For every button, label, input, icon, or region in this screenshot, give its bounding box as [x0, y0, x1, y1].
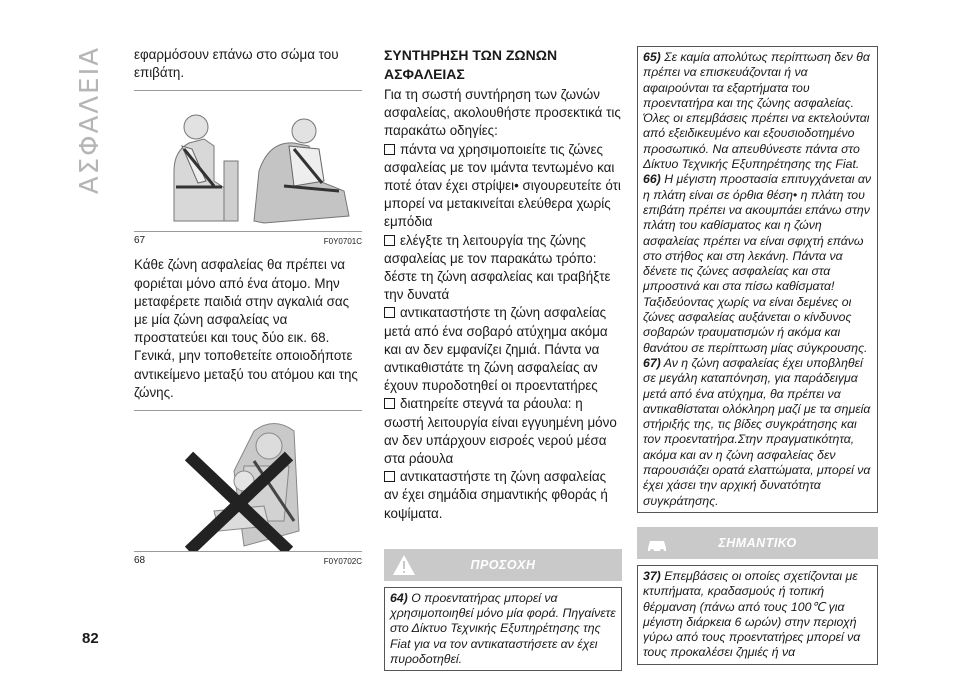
bullet-item: διατηρείτε στεγνά τα ράουλα: η σωστή λειτουργία είναι εγγυημένη μόνο αν δεν υπάρχουν εισροές νερού μέσα στα ράουλα: [384, 396, 617, 467]
figure-68-image: [134, 411, 362, 551]
bullet-icon: [384, 235, 395, 246]
important-label: ΣΗΜΑΝΤΙΚΟ: [718, 535, 797, 550]
note-67: 67) Αν η ζώνη ασφαλείας έχει υποβληθεί σε μεγάλη καταπόνηση, για παράδειγμα μετά από ένα ατύχημα, θα πρέπει να αντικαθίσταται ολόκληρη μαζί με τα σημεία στήριξής της, τις βίδες συγκράτησης και τον προεντατήρα.Στην πραγματικότητα, ακόμα και αν η ζώνη ασφαλείας δεν παρουσιάζει ορατά ελαττώματα, μπορεί να έχει χάσει την αρχική δυνατότητα συγκράτησης.: [643, 355, 871, 508]
note-66: 66) Η μέγιστη προστασία επιτυγχάνεται αν η πλάτη είναι σε όρθια θέση• η πλάτη του επιβάτη πρέπει να ακουμπάει επάνω στην πλάτη του καθίσματος και η ζώνη ασφαλείας πρέπει να είναι σφιχτή επάνω στο στήθος και στη λεκάνη. Πάντα να δένετε τις ζώνες ασφαλείας και στα μπροστινά και στα πίσω καθίσματα! Ταξιδεύοντας χωρίς να είναι δεμένες οι ζώνες ασφαλείας αυξάνεται ο κίνδυνος σοβαρών τραυματισμών ή ακόμα και θανάτου σε περίπτωση μίας σύγκρουσης.: [643, 172, 872, 355]
intro-text: Για τη σωστή συντήρηση των ζωνών ασφαλείας, ακολουθήστε προσεκτικά τις παρακάτω οδηγίες:: [384, 87, 621, 139]
child-on-lap-illustration: [134, 411, 362, 551]
column-1: [134, 46, 362, 566]
figure-67-caption: [134, 235, 362, 246]
bullet-item: ελέγξτε τη λειτουργία της ζώνης ασφαλείας με τον παρακάτω τρόπο: δέστε τη ζώνη ασφαλείας και τραβήξτε την δυνατά: [384, 232, 611, 303]
bullet-item: πάντα να χρησιμοποιείτε τις ζώνες ασφαλείας με τον ιμάντα τεντωμένο και ποτέ όταν έχει στρίψει• σιγουρευτείτε ότι μπορεί να μετακινείται ελεύθερα χωρίς εμπόδια: [384, 141, 621, 230]
bullet-item: αντικαταστήστε τη ζώνη ασφαλείας μετά από ένα σοβαρό ατύχημα ακόμα και αν δεν εμφανίζει ζημιά. Πάντα να αντικαθιστάτε τη ζώνη ασφαλείας αν έχουν πυροδοτηθεί οι προεντατήρες: [384, 305, 608, 394]
important-box: [637, 565, 878, 665]
divider: [134, 231, 362, 232]
bullet-icon: [384, 144, 395, 155]
column-2: [384, 46, 622, 671]
divider: [134, 551, 362, 552]
figure-code: F0Y0702C: [323, 557, 362, 567]
warning-box: [384, 587, 622, 671]
figure-68-caption: [134, 555, 362, 566]
intro-text: εφαρμόσουν επάνω στο σώμα του επιβάτη.: [134, 47, 339, 81]
bullet-item: αντικαταστήστε τη ζώνη ασφαλείας αν έχει σημάδια σημαντικής φθοράς ή κοψίματα.: [384, 469, 608, 521]
seatbelt-illustration: [134, 91, 362, 231]
warnings-box: [637, 46, 878, 513]
note-65: 65) Σε καμία απολύτως περίπτωση δεν θα πρέπει να επισκευάζονται ή να αφαιρούνται τα εξαρτήματα του προεντατήρα και της ζώνης ασφαλείας. Όλες οι επεμβάσεις πρέπει να εκτελούνται από εξειδικευμένο και εξουσιοδοτημένο προσωπικό. Να απευθύνεστε πάντα στο Δίκτυο Τεχνικής Εξυπηρέτησης της Fiat.: [643, 50, 870, 172]
body-text: Κάθε ζώνη ασφαλείας θα πρέπει να φοριέται μόνο από ένα άτομο. Μην μεταφέρετε παιδιά στην αγκαλιά σας με μία ζώνη ασφαλείας να προστατεύει και τους δύο εικ. 68. Γενικά, μην τοποθετείτε οποιοδήποτε αντικείμενο μεταξύ του ατόμου και της ζώνης.: [134, 257, 358, 400]
figure-number: 67: [134, 235, 146, 247]
note-number: 37): [643, 568, 661, 583]
bullet-icon: [384, 307, 395, 318]
note-number: 64): [390, 590, 408, 605]
figure-number: 68: [134, 555, 146, 567]
bullet-icon: [384, 398, 395, 409]
page-number: 82: [82, 630, 99, 647]
note-text: Επεμβάσεις οι οποίες σχετίζονται με κτυπήματα, κραδασμούς ή τοπική θέρμανση (πάνω από τους 100℃ για μέγιστη διάρκεια 6 ωρών) στην περιοχή γύρω από τους προεντατήρες μπορεί να τους προκαλέσει ζημιές ή να: [643, 568, 861, 660]
figure-67-image: [134, 91, 362, 231]
bullet-icon: [384, 471, 395, 482]
note-text: Ο προεντατήρας μπορεί να χρησιμοποιηθεί μόνο μία φορά. Πηγαίνετε στο Δίκτυο Τεχνικής Εξυπηρέτησης της Fiat για να τον αντικαταστήσετε αν έχει πυροδοτηθεί.: [390, 590, 616, 667]
section-title: ΣΥΝΤΗΡΗΣΗ ΤΩΝ ΖΩΝΩΝ ΑΣΦΑΛΕΙΑΣ: [384, 47, 558, 82]
section-side-tab: ΑΣΦΑΛΕΙΑ: [75, 45, 105, 195]
figure-code: F0Y0701C: [323, 237, 362, 247]
warning-label: ΠΡΟΣΟΧΗ: [470, 557, 536, 572]
warning-header: [384, 549, 622, 581]
important-header: [637, 527, 878, 559]
column-3: [637, 46, 878, 665]
